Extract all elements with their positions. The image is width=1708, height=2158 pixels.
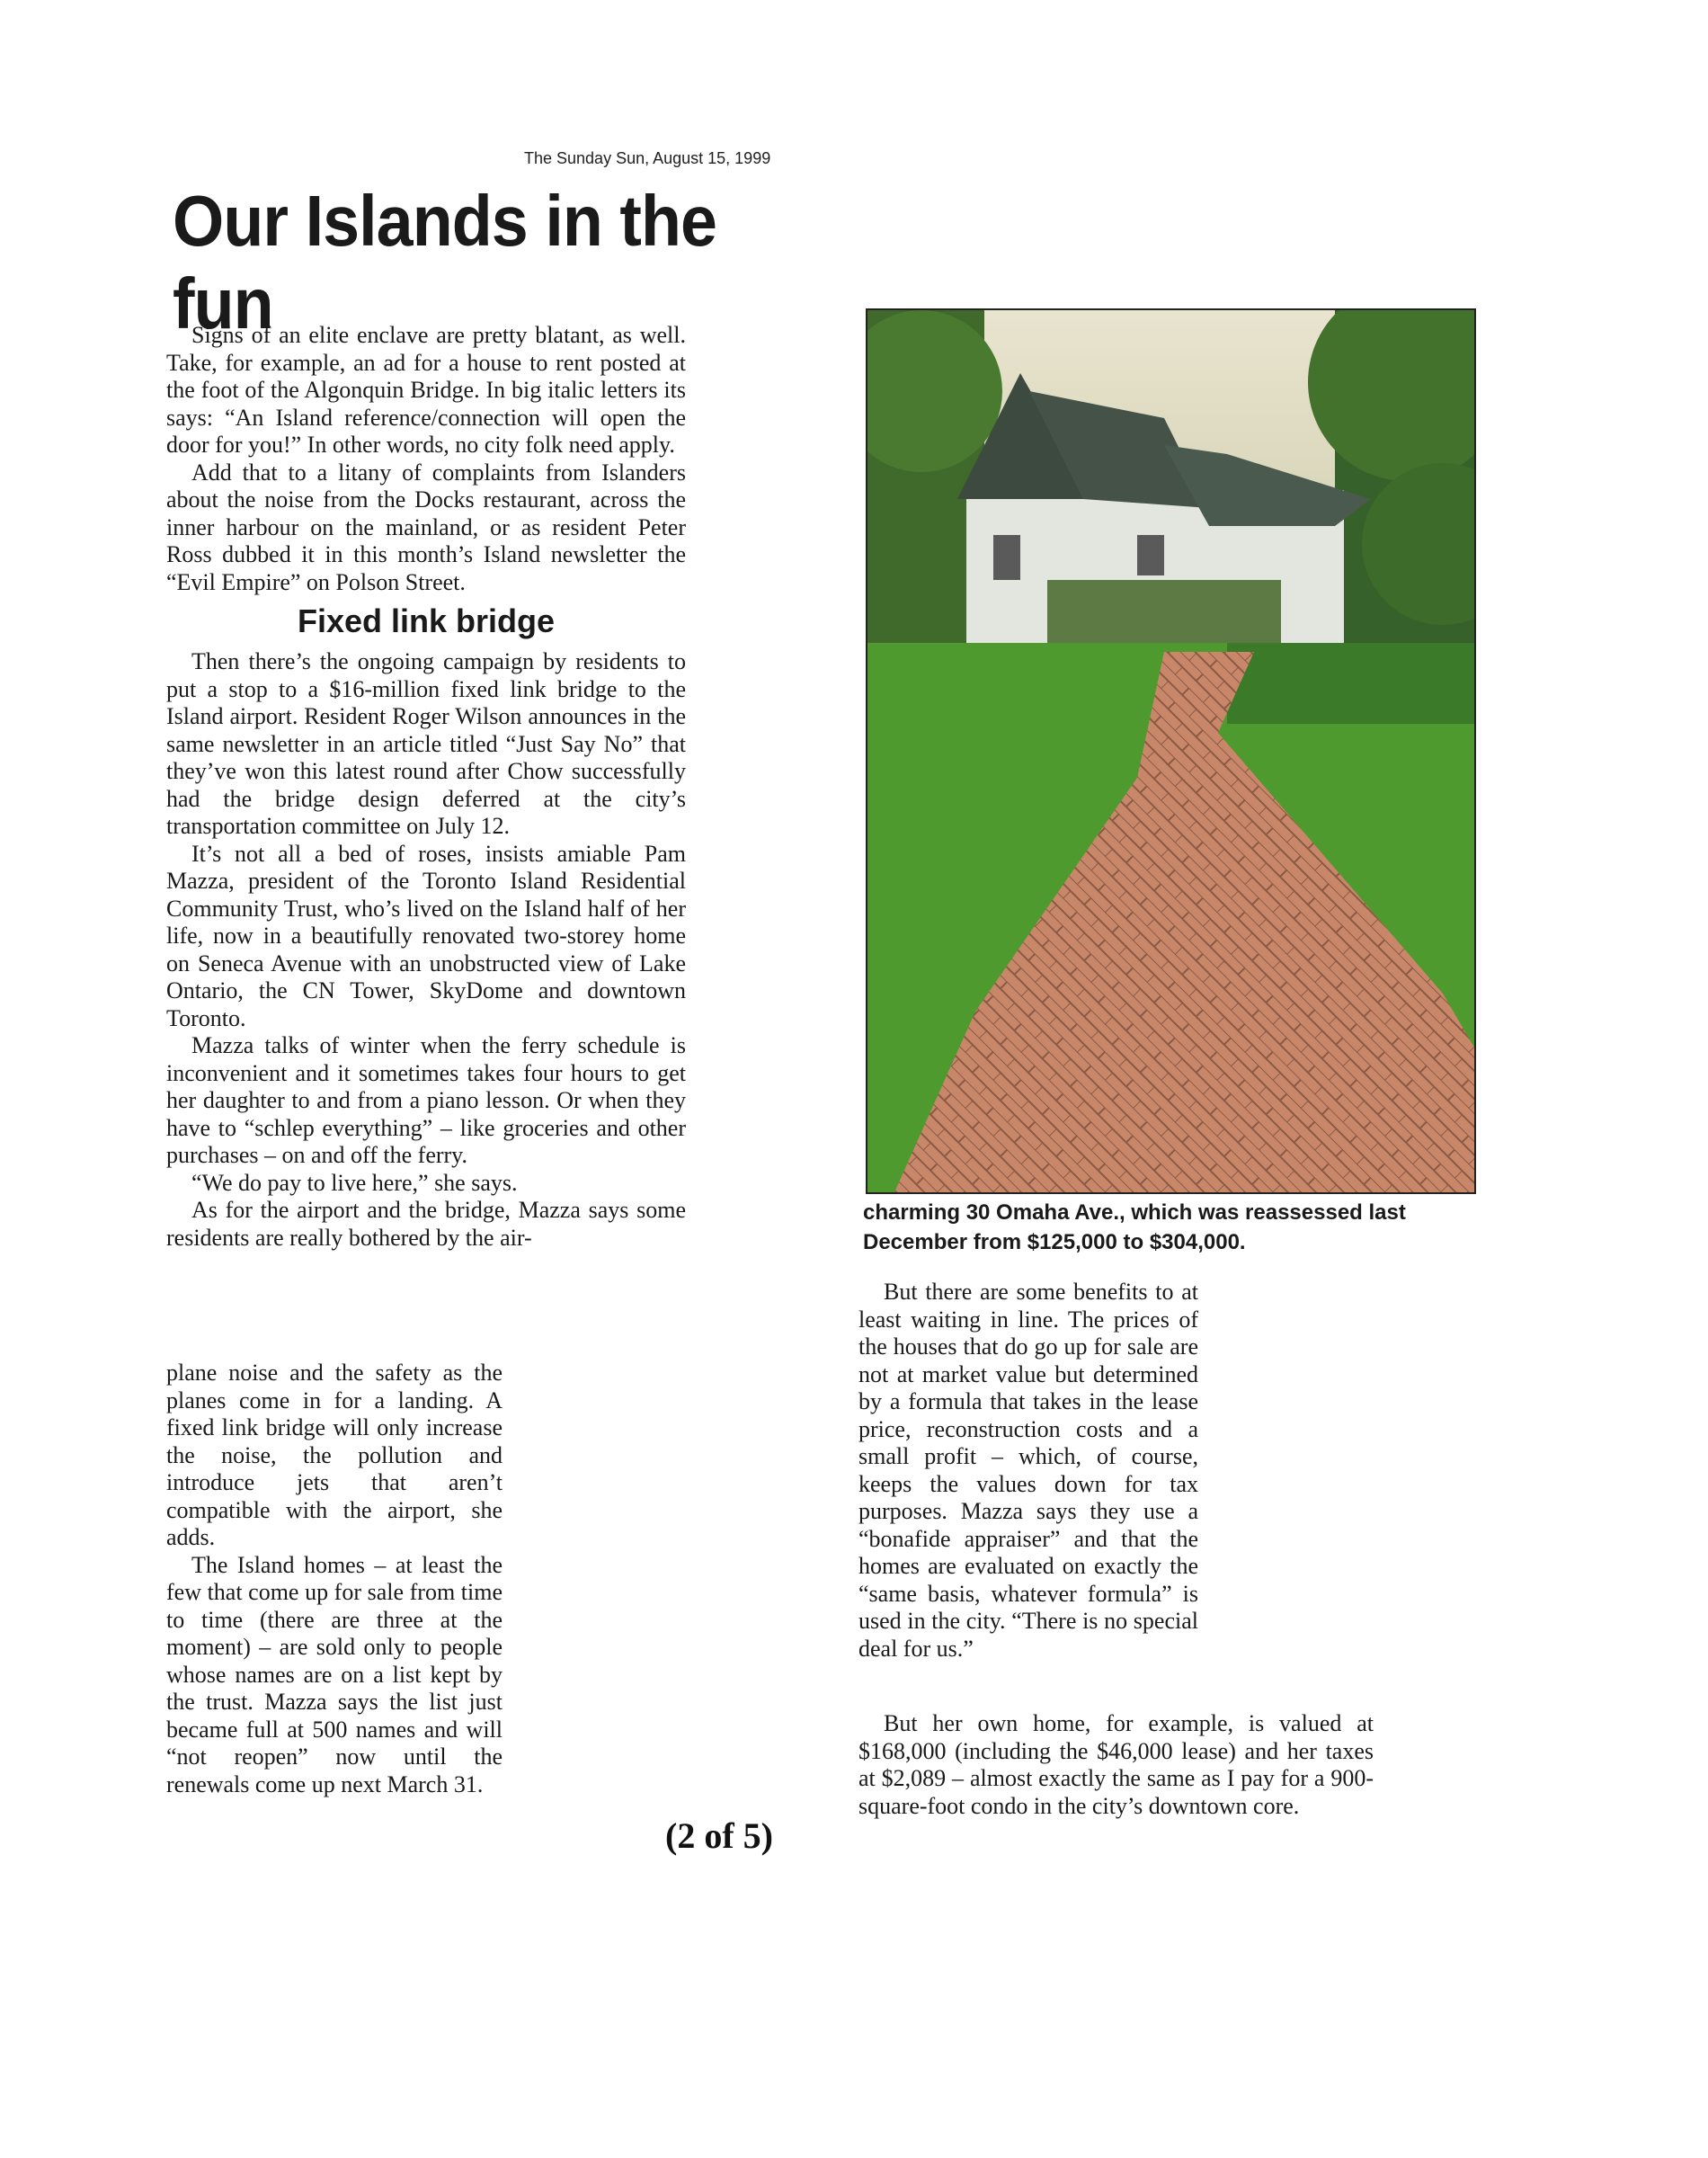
- paragraph: But there are some benefits to at least waiting in line. The prices of the houses that do go up for sale are not at market value but determined by a formula that takes in the lease price, reconstruction costs and a small profit – which, of course, keeps the values down for tax purposes. Mazza says they use a “bonafide appraiser” and that the homes are evaluated on exactly the “same basis, whatever formula” is used in the city. “There is no special deal for us.”: [858, 1279, 1198, 1662]
- paragraph: As for the airport and the bridge, Mazza says some residents are really bothered by the air-: [166, 1197, 686, 1251]
- article-column-4: [858, 1710, 1374, 1820]
- article-column-1: [166, 322, 686, 1252]
- paragraph: Add that to a litany of complaints from Islanders about the noise from the Docks restaurant, across the inner harbour on the mainland, or as resident Peter Ross dubbed it in this month’s Island newsletter the “Evil Empire” on Polson Street.: [166, 459, 686, 595]
- paragraph: The Island homes – at least the few that come up for sale from time to time (there are three at the moment) – are sold only to people whose names are on a list kept by the trust. Mazza says the list just became full at 500 names and will “not reopen” now until the renewals come up next March 31.: [166, 1551, 503, 1797]
- paragraph: Mazza talks of winter when the ferry schedule is inconvenient and it sometimes takes four hours to get her daughter to and from a piano lesson. Or when they have to “schlep everything” – like groceries and other purchases – on and off the ferry.: [166, 1032, 686, 1168]
- paragraph: Then there’s the ongoing campaign by residents to put a stop to a $16-million fixed link bridge to the Island airport. Resident Roger Wilson announces in the same newsletter in an article titled “Just Say No” that they’ve won this latest round after Chow successfully had the bridge design deferred at the city’s transportation committee on July 12.: [166, 648, 686, 839]
- photo-caption: charming 30 Omaha Ave., which was reassessed last December from $125,000 to $304,000.: [863, 1200, 1406, 1254]
- paragraph: Signs of an elite enclave are pretty blatant, as well. Take, for example, an ad for a house to rent posted at the foot of the Algonquin Bridge. In big italic letters its says: “An Island reference/connection will open the door for you!” In other words, no city folk need apply.: [166, 322, 686, 458]
- paragraph: It’s not all a bed of roses, insists amiable Pam Mazza, president of the Toronto Island Residential Community Trust, who’s lived on the Island half of her life, now in a beautifully renovated two-storey home on Seneca Avenue with an unobstructed view of Lake Ontario, the CN Tower, SkyDome and downtown Toronto.: [166, 840, 686, 1031]
- article-column-2: [166, 1360, 503, 1798]
- subheading: Fixed link bridge: [297, 602, 556, 639]
- paragraph: “We do pay to live here,” she says.: [191, 1169, 518, 1196]
- dateline: The Sunday Sun, August 15, 1999: [524, 149, 771, 167]
- house-photo: [866, 308, 1476, 1194]
- page-count: (2 of 5): [665, 1815, 773, 1856]
- article-column-3: [858, 1279, 1198, 1663]
- headline: Our Islands in the fun: [173, 181, 717, 343]
- paragraph: plane noise and the safety as the planes come in for a landing. A fixed link bridge will only increase the noise, the pollution and introduce jets that aren’t compatible with the airport, she adds.: [166, 1360, 503, 1550]
- paragraph: But her own home, for example, is valued at $168,000 (including the $46,000 lease) and her taxes at $2,089 – almost exactly the same as I pay for a 900-square-foot condo in the city’s downtown core.: [858, 1710, 1374, 1819]
